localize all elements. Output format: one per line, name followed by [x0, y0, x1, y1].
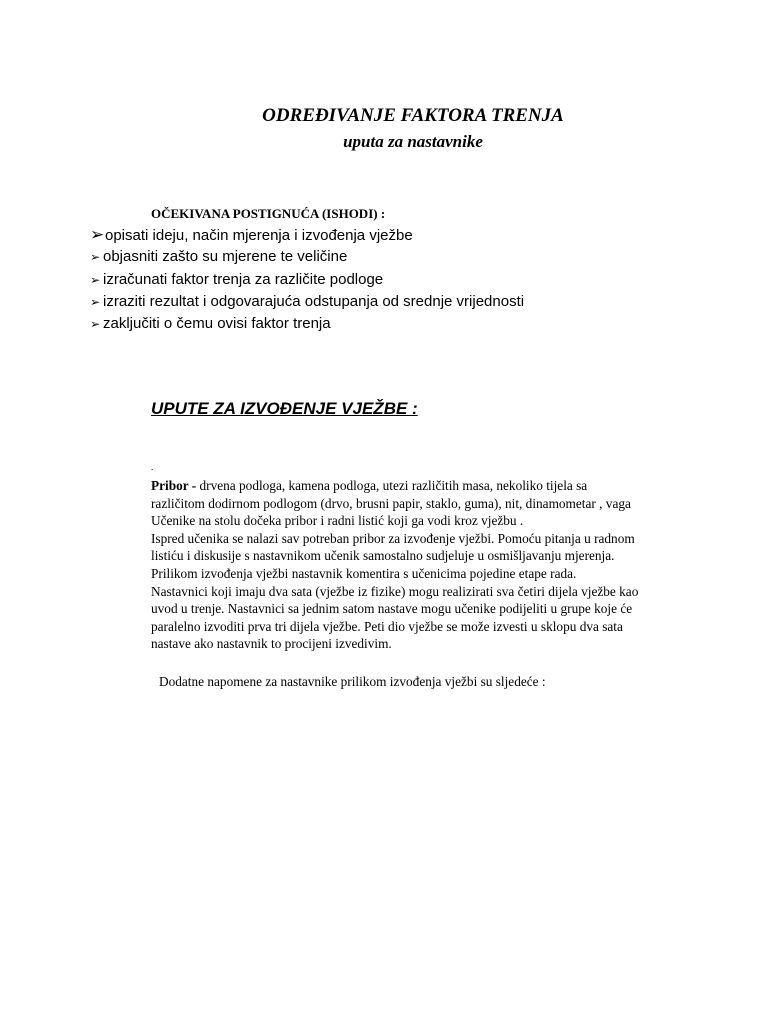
- list-item-text: izračunati faktor trenja za različite podloge: [103, 270, 384, 288]
- list-item: [90, 269, 524, 291]
- list-item-text: zaključiti o čemu ovisi faktor trenja: [103, 315, 331, 333]
- outcomes-list: [90, 224, 524, 335]
- list-item: [90, 246, 524, 268]
- additional-notes: Dodatne napomene za nastavnike prilikom izvođenja vježbi su sljedeće :: [159, 674, 546, 689]
- list-item: [90, 224, 524, 246]
- arrow-bullet-icon: ➢: [90, 272, 101, 287]
- equipment-label: Pribor -: [151, 478, 197, 493]
- body-line: Prilikom izvođenja vježbi nastavnik komentira s učenicima pojedine etape rada.: [151, 565, 577, 581]
- equipment-text: drvena podloga, kamena podloga, utezi različitih masa, nekoliko tijela sa: [199, 478, 588, 493]
- list-item-text: opisati ideju, način mjerenja i izvođenja vježbe: [105, 227, 413, 244]
- stray-dot: .: [151, 462, 154, 472]
- instructions-body: [151, 477, 691, 653]
- body-line: paralelno izvoditi prva tri dijela vježbe. Peti dio vježbe se može izvesti u sklopu dva sata: [151, 618, 623, 634]
- list-item-text: izraziti rezultat i odgovarajuća odstupanja od srednje vrijednosti: [103, 292, 525, 310]
- document-subtitle: uputa za nastavnike: [343, 132, 483, 151]
- arrow-bullet-icon: ➢: [90, 250, 101, 265]
- outcomes-heading: OČEKIVANA POSTIGNUĆA (ISHODI) :: [151, 206, 386, 221]
- body-line: Učenike na stolu dočeka pribor i radni listić koji ga vodi kroz vježbu .: [151, 513, 524, 529]
- body-line: različitom dodirnom podlogom (drvo, brusni papir, staklo, guma), nit, dinamometar , vaga: [151, 495, 631, 511]
- instructions-heading: UPUTE ZA IZVOĐENJE VJEŽBE :: [151, 399, 418, 418]
- list-item: [90, 313, 524, 335]
- list-item: [90, 291, 524, 313]
- equipment-line: [151, 477, 691, 495]
- body-line: Ispred učenika se nalazi sav potreban pribor za izvođenje vježbi. Pomoću pitanja u radnom: [151, 530, 635, 546]
- body-line: listiću i diskusije s nastavnikom učenik samostalno sudjeluje u osmišljavanju mjerenja.: [151, 548, 615, 564]
- document-title: ODREĐIVANJE FAKTORA TRENJA: [262, 105, 564, 126]
- arrow-bullet-icon: ➢: [90, 317, 101, 332]
- arrow-bullet-icon: ➢: [90, 294, 101, 309]
- list-item-text: objasniti zašto su mjerene te veličine: [103, 248, 348, 266]
- body-line: Nastavnici koji imaju dva sata (vježbe iz fizike) mogu realizirati sva četiri dijela vježbe kao: [151, 583, 639, 599]
- arrow-bullet-icon: ➢: [90, 225, 105, 245]
- body-line: uvod u trenje. Nastavnici sa jednim satom nastave mogu učenike podijeliti u grupe koje će: [151, 601, 633, 617]
- body-line: nastave ako nastavnik to procijeni izvedivim.: [151, 636, 392, 652]
